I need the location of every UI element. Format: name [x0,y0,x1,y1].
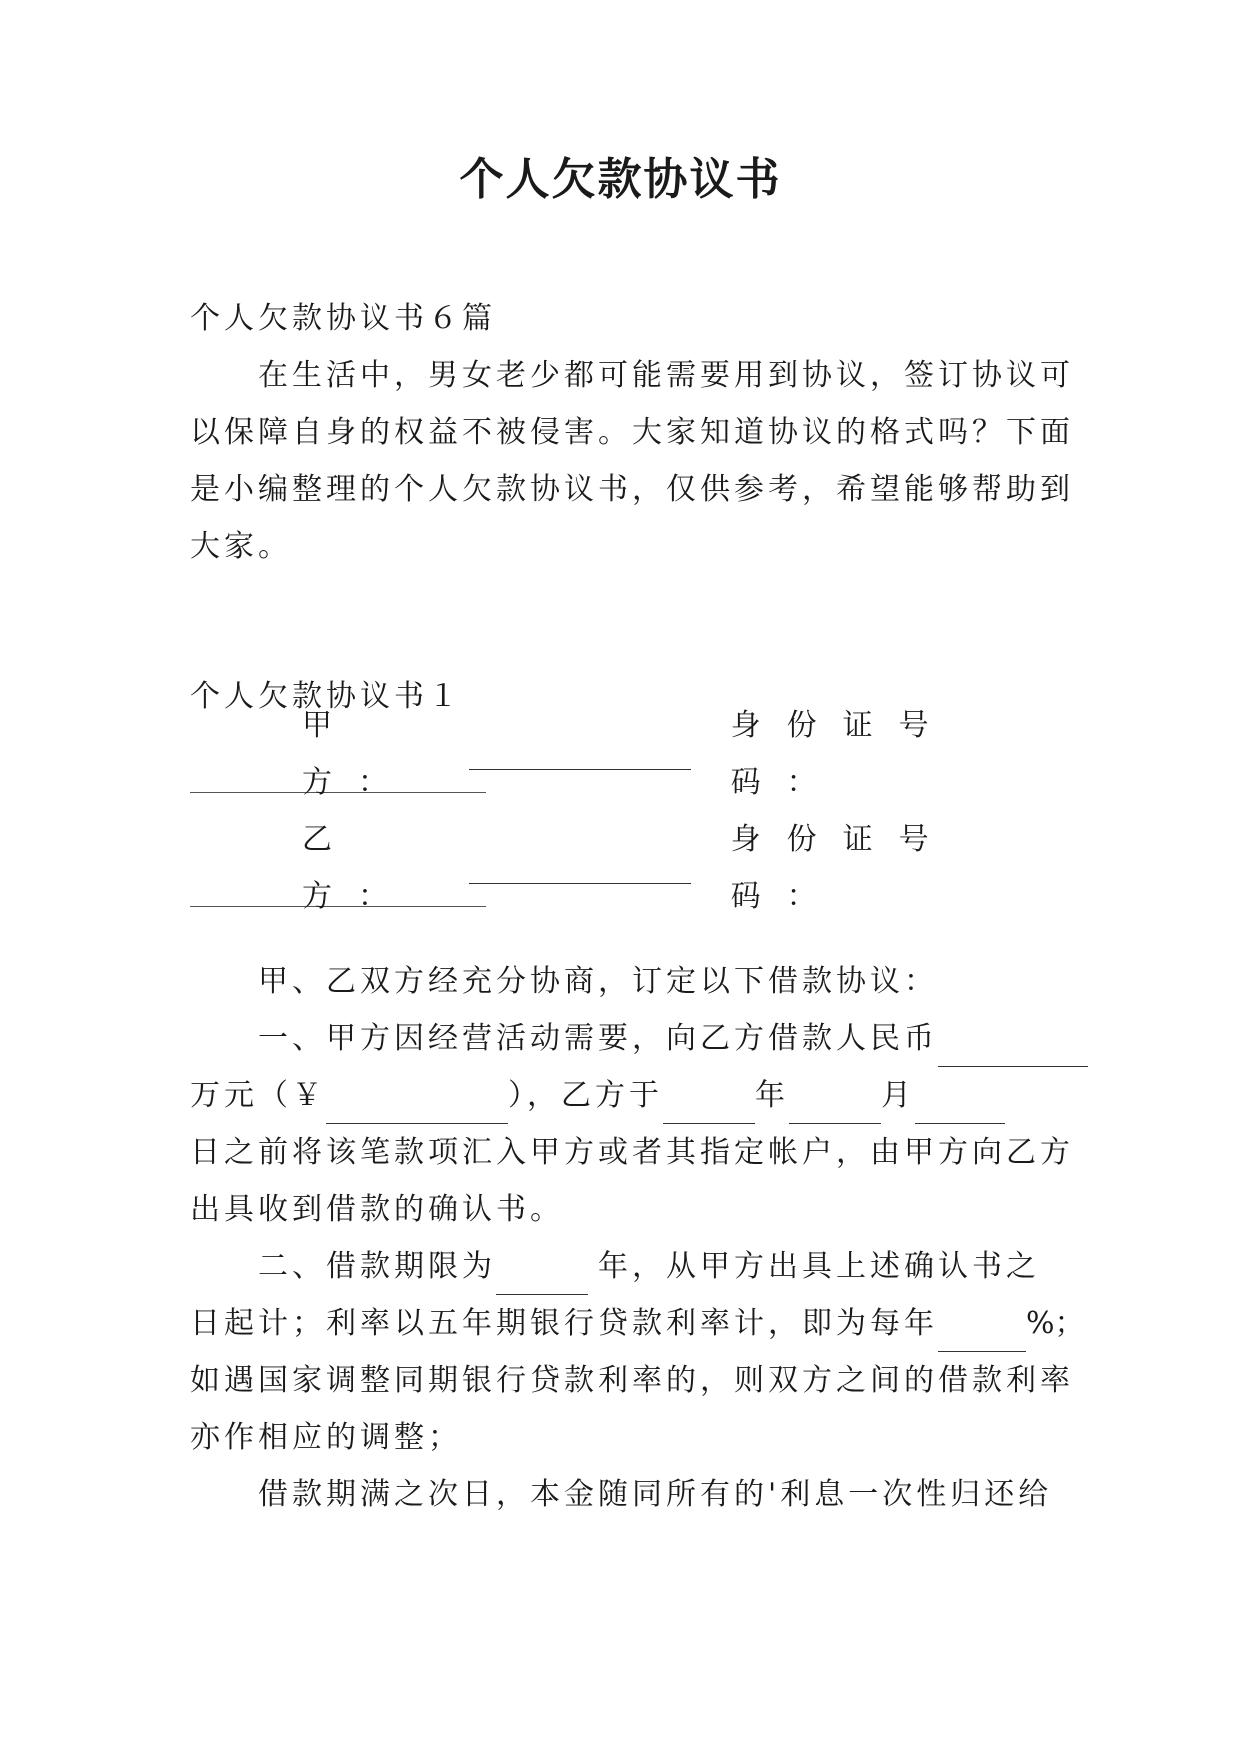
clause2-line1 [190,1238,1052,1295]
clause1-l2a: 万元（￥ [190,1078,326,1113]
party-a-id-label: 身份证号码： [730,707,955,800]
document-subtitle: 个人欠款协议书６篇 [190,301,496,336]
clause2-l1a: 二、借款期限为 [258,1249,496,1284]
clause2-l1b: 年，从甲方出具上述确认书之 [598,1249,1040,1284]
clause2-line3: 如遇国家调整同期银行贷款利率的，则双方之间的借款利率 [190,1363,1074,1398]
section-heading: 个人欠款协议书１ [190,679,462,714]
clause1-l2d: 月 [881,1078,915,1113]
clause1-line1 [190,1010,1052,1067]
party-b-id-label: 身份证号码： [730,821,955,914]
party-a-label: 甲方： [302,707,414,800]
party-b-row [190,821,1052,914]
month-blank [789,1091,881,1124]
amount-blank [938,1034,1088,1067]
party-b-name-blank [469,851,691,884]
spacer [190,575,1052,660]
clause1-line3: 日之前将该笔款项汇入甲方或者其指定帐户，由甲方向乙方 [190,1135,1074,1170]
intro-line-3: 是小编整理的个人欠款协议书，仅供参考，希望能够帮助到 [190,472,1074,507]
agreement-intro: 甲、乙双方经充分协商，订定以下借款协议： [258,964,938,999]
clause3-line1: 借款期满之次日，本金随同所有的'利息一次性归还给 [258,1477,1053,1512]
document-title: 个人欠款协议书 [459,154,782,205]
clause2-line2 [190,1295,1085,1352]
intro-line-2: 以保障自身的权益不被侵害。大家知道协议的格式吗？下面 [190,415,1074,450]
day-blank [915,1091,1005,1124]
spacer [190,660,1052,668]
clause1-l2b: ），乙方于 [508,1078,663,1113]
clause1-l2c: 年 [755,1078,789,1113]
intro-line-4: 大家。 [190,529,292,564]
clause2-line4: 亦作相应的调整； [190,1420,462,1455]
rate-blank [938,1319,1026,1352]
party-a-name-blank [469,737,691,770]
party-a-row [190,707,1052,800]
term-blank [496,1262,588,1295]
party-b-label: 乙方： [302,821,414,914]
clause1-line2 [190,1067,1052,1124]
clause1-line4: 出具收到借款的确认书。 [190,1192,564,1227]
clause1-text: 一、甲方因经营活动需要，向乙方借款人民币 [258,1021,938,1056]
clause2-l2a: 日起计；利率以五年期银行贷款利率计，即为每年 [190,1306,938,1341]
year-blank [663,1091,755,1124]
amount-figure-blank [326,1091,508,1124]
intro-line-1: 在生活中，男女老少都可能需要用到协议，签订协议可 [258,358,1074,393]
clause2-l2b: %； [1026,1306,1085,1341]
document-body [190,290,1085,1523]
